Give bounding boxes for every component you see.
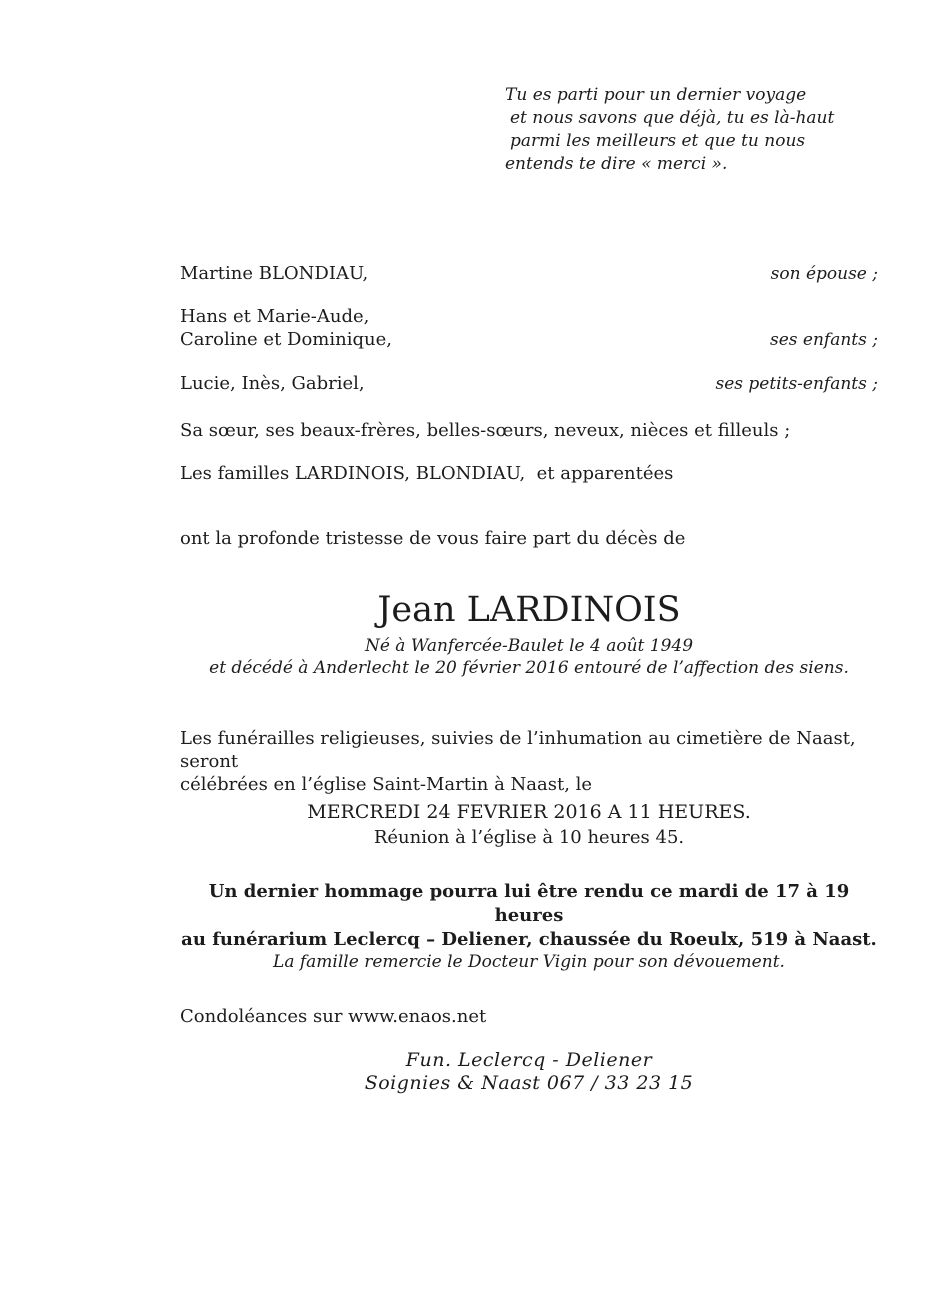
ceremony-meeting: Réunion à l’église à 10 heures 45. [373, 827, 685, 848]
relation-label: ses petits-enfants ; [715, 374, 878, 394]
ceremony-date: MERCREDI 24 FEVRIER 2016 A 11 HEURES. [307, 801, 751, 823]
family-row-grandchildren [180, 372, 878, 396]
epigraph-line: entends te dire « merci ». [505, 154, 728, 174]
relation-label: son épouse ; [770, 264, 878, 284]
website-link[interactable]: www.enaos.net [348, 1006, 487, 1027]
ceremony-paragraph-line: Les funérailles religieuses, suivies de l’inhumation au cimetière de Naast, seront [180, 728, 862, 772]
condolences-line [180, 1006, 486, 1027]
family-row-children-1 [180, 305, 878, 328]
relative-name: Les familles LARDINOIS, BLONDIAU, et apparentées [180, 463, 674, 484]
relative-name: Lucie, Inès, Gabriel, [180, 373, 365, 394]
relative-name: Hans et Marie-Aude, [180, 306, 370, 327]
announcement-intro: ont la profonde tristesse de vous faire part du décès de [180, 528, 686, 549]
relative-name: Sa sœur, ses beaux-frères, belles-sœurs, neveux, nièces et filleuls ; [180, 420, 791, 441]
family-row-families [180, 462, 878, 485]
ceremony-paragraph [180, 727, 878, 796]
family-row-sister [180, 419, 878, 442]
funeral-home-contact: Soignies & Naast 067 / 33 23 15 [364, 1072, 694, 1094]
funeral-home-name: Fun. Leclercq - Deliener [405, 1049, 653, 1071]
homage-line: Un dernier hommage pourra lui être rendu ce mardi de 17 à 19 heures [208, 881, 856, 926]
ceremony-paragraph-line: célébrées en l’église Saint-Martin à Naast, le [180, 774, 593, 795]
birth-line: Né à Wanfercée-Baulet le 4 août 1949 [364, 636, 694, 656]
epigraph [505, 84, 834, 176]
epigraph-line: parmi les meilleurs et que tu nous [510, 131, 806, 151]
relative-name: Caroline et Dominique, [180, 329, 392, 350]
deceased-name: Jean LARDINOIS [377, 590, 681, 630]
homage-line: au funérarium Leclercq – Deliener, chaussée du Roeulx, 519 à Naast. [181, 929, 877, 950]
epigraph-line: Tu es parti pour un dernier voyage [505, 85, 807, 105]
relative-name: Martine BLONDIAU, [180, 263, 369, 284]
epigraph-line: et nous savons que déjà, tu es là-haut [510, 108, 835, 128]
family-row-children-2 [180, 328, 878, 352]
family-row-spouse [180, 262, 878, 286]
condolences-prefix: Condoléances sur [180, 1006, 349, 1027]
thanks-line: La famille remercie le Docteur Vigin pour son dévouement. [273, 952, 785, 972]
relation-label: ses enfants ; [770, 330, 878, 350]
death-line: et décédé à Anderlecht le 20 février 2016 entouré de l’affection des siens. [209, 658, 849, 678]
homage-notice [180, 880, 878, 952]
